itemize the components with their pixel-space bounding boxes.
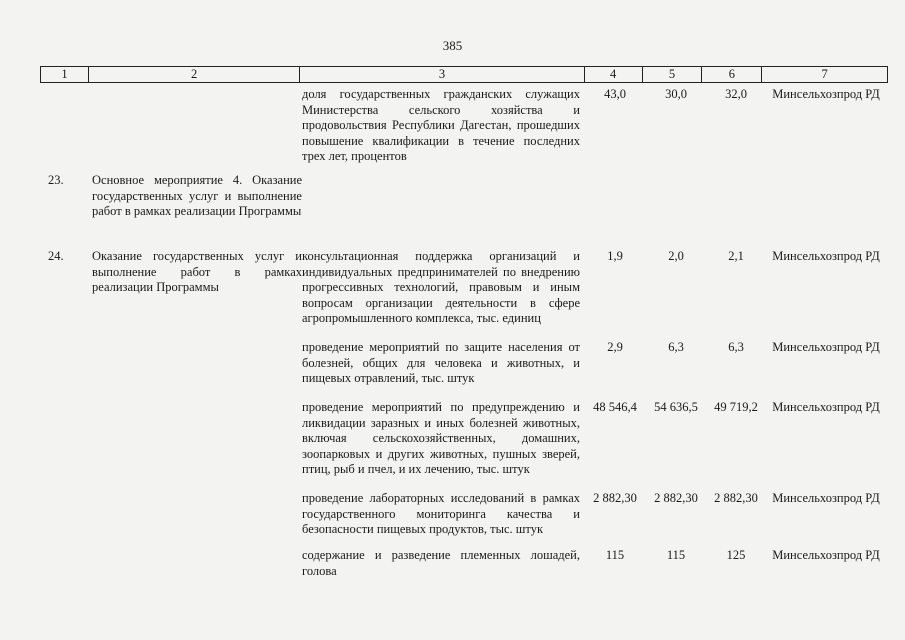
value-col-4: 48 546,4 bbox=[593, 400, 637, 414]
responsible-org: Минсельхозпрод РД bbox=[772, 249, 880, 263]
responsible-org: Минсельхозпрод РД bbox=[772, 491, 880, 505]
indicator-text: доля государственных гражданских служащих Министерства сельского хозяйства и продовольствия Республики Дагестан, прошедших повышение квалификации в течение последних трех лет, процентов bbox=[302, 87, 580, 163]
value-col-4: 43,0 bbox=[604, 87, 626, 101]
value-col-4: 115 bbox=[605, 548, 625, 562]
value-col-5: 54 636,5 bbox=[654, 400, 698, 414]
indicator-text: проведение мероприятий по защите населения от болезней, общих для человека и животных, и пищевых отравлений, тыс. штук bbox=[302, 340, 580, 385]
responsible-org: Минсельхозпрод РД bbox=[772, 548, 880, 562]
header-col-3: 3 bbox=[300, 67, 584, 82]
indicator-text: содержание и разведение племенных лошадей, голова bbox=[302, 548, 580, 578]
row-number: 23. bbox=[48, 173, 64, 187]
indicator-text: проведение лабораторных исследований в рамках государственного мониторинга качества и безопасности пищевых продуктов, тыс. штук bbox=[302, 491, 580, 536]
value-col-6: 2 882,30 bbox=[714, 491, 758, 505]
value-col-6: 49 719,2 bbox=[714, 400, 758, 414]
header-col-4: 4 bbox=[585, 67, 643, 82]
header-col-2: 2 bbox=[89, 67, 301, 82]
page-number: 385 bbox=[442, 38, 463, 53]
event-name: Оказание государственных услуг и выполнение работ в рамках реализации Программы bbox=[92, 249, 302, 294]
value-col-6: 6,3 bbox=[728, 340, 744, 354]
value-col-5: 30,0 bbox=[665, 87, 687, 101]
header-col-1: 1 bbox=[41, 67, 89, 82]
value-col-5: 115 bbox=[666, 548, 686, 562]
value-col-4: 2 882,30 bbox=[593, 491, 637, 505]
value-col-4: 2,9 bbox=[607, 340, 623, 354]
value-col-6: 2,1 bbox=[728, 249, 744, 263]
responsible-org: Минсельхозпрод РД bbox=[772, 400, 880, 414]
event-name: Основное мероприятие 4. Оказание государственных услуг и выполнение работ в рамках реализации Программы bbox=[92, 173, 302, 218]
responsible-org: Минсельхозпрод РД bbox=[772, 87, 880, 101]
value-col-4: 1,9 bbox=[607, 249, 623, 263]
value-col-5: 2 882,30 bbox=[654, 491, 698, 505]
value-col-5: 6,3 bbox=[668, 340, 684, 354]
indicator-text: проведение мероприятий по предупреждению и ликвидации заразных и иных болезней животных, включая сельскохозяйственных, домашних, зоопарковых и других животных, пушных зверей, птиц, рыб и пчел, и их лечению, тыс. штук bbox=[302, 400, 580, 476]
table-header bbox=[40, 66, 888, 83]
value-col-6: 32,0 bbox=[725, 87, 747, 101]
indicator-text: консультационная поддержка организаций и индивидуальных предпринимателей по внедрению прогрессивных технологий, правовым и иным вопросам организации деятельности в сфере агропромышленного комплекса, тыс. единиц bbox=[302, 249, 580, 325]
header-col-7: 7 bbox=[821, 67, 828, 81]
value-col-5: 2,0 bbox=[668, 249, 684, 263]
value-col-6: 125 bbox=[726, 548, 746, 562]
header-col-6: 6 bbox=[702, 67, 762, 82]
header-col-5: 5 bbox=[643, 67, 703, 82]
row-number: 24. bbox=[48, 249, 64, 263]
responsible-org: Минсельхозпрод РД bbox=[772, 340, 880, 354]
